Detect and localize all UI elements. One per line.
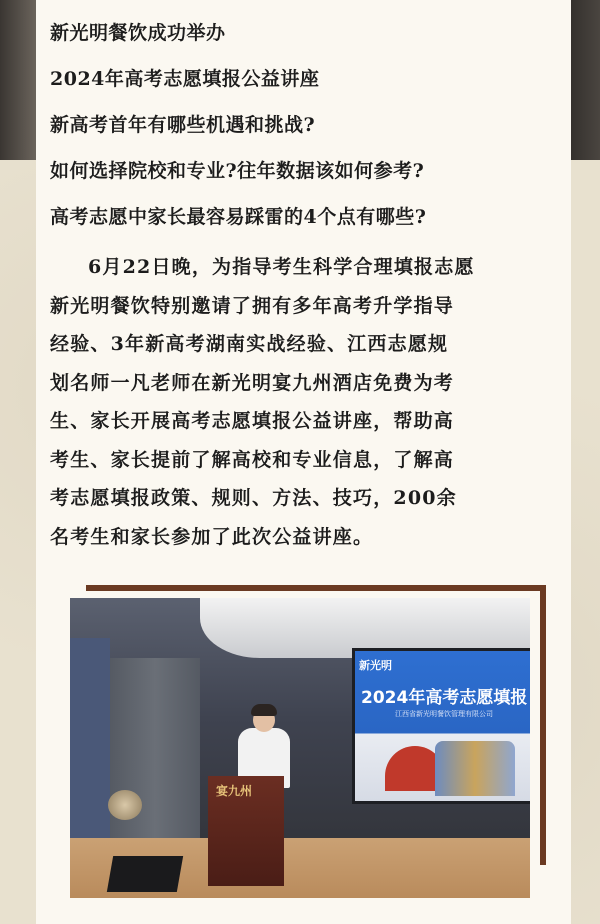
stage-speaker <box>107 856 183 892</box>
speaker-hair <box>251 704 277 716</box>
paragraph-line: 名考生和家长参加了此次公益讲座。 <box>50 525 374 548</box>
paragraph-line: 划名师一凡老师在新光明宴九州酒店免费为考 <box>50 371 455 394</box>
photo-frame-top <box>86 585 546 591</box>
article-paragraph <box>50 248 562 556</box>
podium-label: 宴九州 <box>216 784 253 798</box>
paragraph-line: 6月22日晚，为指导考生科学合理填报志愿 <box>88 256 475 278</box>
flower-decoration <box>108 790 142 820</box>
screen-illustration <box>435 741 515 796</box>
headline-5: 高考志愿中家长最容易踩雷的4个点有哪些? <box>50 206 427 228</box>
paragraph-line: 新光明餐饮特别邀请了拥有多年高考升学指导 <box>50 294 455 317</box>
screen-logo: 新光明 <box>359 659 392 672</box>
event-photo <box>70 598 530 898</box>
headline-3: 新高考首年有哪些机遇和挑战? <box>50 114 316 136</box>
headline-list <box>50 18 562 248</box>
headline-4: 如何选择院校和专业?往年数据该如何参考? <box>50 160 425 182</box>
headline-1: 新光明餐饮成功举办 <box>50 22 226 44</box>
photo-frame-right <box>540 585 546 865</box>
paragraph-line: 考志愿填报政策、规则、方法、技巧，200余 <box>50 487 457 509</box>
screen-subtitle: 江西省新光明餐饮管理有限公司 <box>395 710 493 718</box>
podium <box>208 776 284 886</box>
screen-title: 2024年高考志愿填报 <box>361 688 528 708</box>
projection-screen <box>352 648 530 804</box>
paragraph-line: 考生、家长提前了解高校和专业信息，了解高 <box>50 448 455 471</box>
headline-2: 2024年高考志愿填报公益讲座 <box>50 68 320 90</box>
paragraph-line: 生、家长开展高考志愿填报公益讲座，帮助高 <box>50 410 455 432</box>
paragraph-line: 经验、3年新高考湖南实战经验、江西志愿规 <box>50 333 449 355</box>
photo-curtain <box>110 658 200 858</box>
